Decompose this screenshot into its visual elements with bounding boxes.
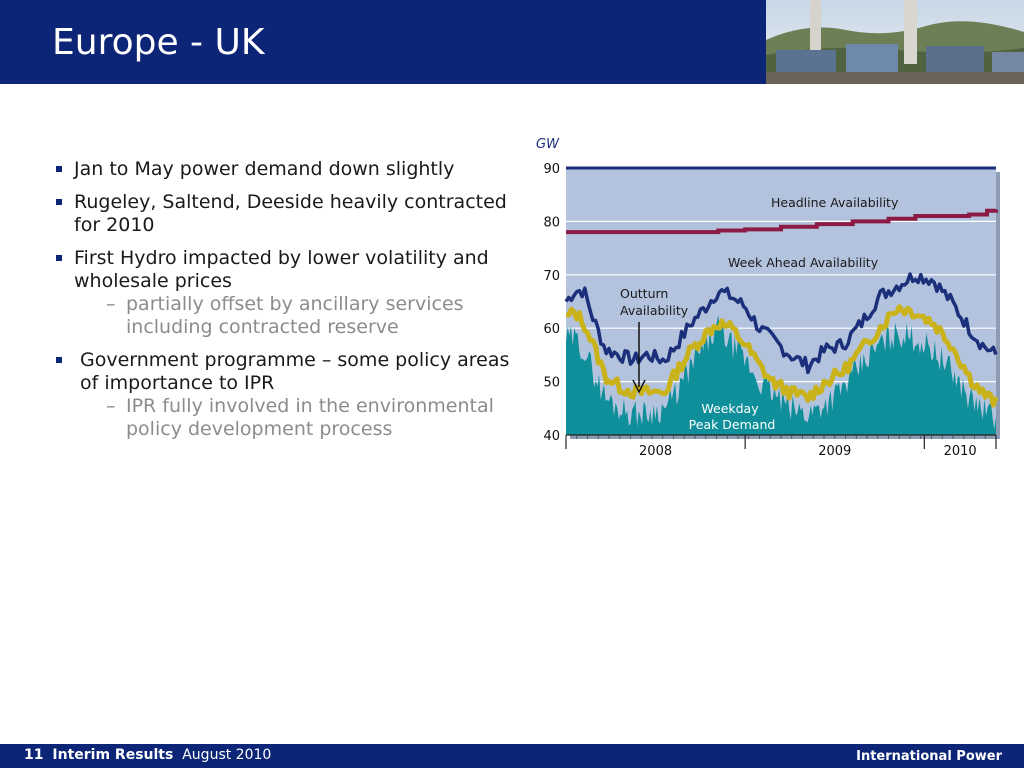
x-tick-label: 2008 xyxy=(639,444,673,459)
headline-availability-label: Headline Availability xyxy=(771,195,899,210)
title-bar xyxy=(0,0,1024,84)
x-axis xyxy=(566,435,996,459)
document-date: August 2010 xyxy=(182,747,272,763)
y-tick-label: 90 xyxy=(543,162,560,177)
y-axis xyxy=(543,162,560,444)
sub-bullet-text: IPR fully involved in the environmental policy development process xyxy=(126,395,494,440)
y-tick-label: 70 xyxy=(543,268,560,284)
weekday-peak-demand-label xyxy=(689,401,776,432)
company-name: International Power xyxy=(856,749,1002,764)
footer-left xyxy=(24,747,271,763)
sub-bullet-item: – partially offset by ancillary services including contracted reserve xyxy=(106,293,464,338)
y-tick-label: 80 xyxy=(543,215,560,231)
sub-bullet-item: – IPR fully involved in the environmental policy development process xyxy=(106,395,494,440)
y-tick-label: 40 xyxy=(543,429,560,444)
page-number: 11 xyxy=(24,747,44,763)
bullet-item xyxy=(52,191,522,237)
outturn-label-line-2: Availability xyxy=(620,303,689,318)
y-tick-label: 60 xyxy=(543,322,560,338)
outturn-label-line-1: Outturn xyxy=(620,286,669,301)
y-tick-label: 50 xyxy=(543,375,560,391)
power-station-photo xyxy=(766,0,1024,84)
bullet-item xyxy=(52,158,522,181)
bullet-item xyxy=(52,349,522,395)
bullet-text: Rugeley, Saltend, Deeside heavily contracted for 2010 xyxy=(74,191,507,236)
gw-availability-chart xyxy=(526,132,1006,472)
x-tick-label: 2010 xyxy=(943,444,977,459)
x-tick-label: 2009 xyxy=(818,444,852,459)
bullet-item xyxy=(52,247,522,293)
bullet-text: Jan to May power demand down slightly xyxy=(74,158,455,180)
footer-bar xyxy=(0,744,1024,768)
document-title: Interim Results xyxy=(52,747,174,763)
week-ahead-availability-label: Week Ahead Availability xyxy=(728,255,879,270)
y-axis-unit: GW xyxy=(536,137,559,152)
bullet-text: Government programme – some policy areas of importance to IPR xyxy=(80,349,510,394)
bullet-text: First Hydro impacted by lower volatility and wholesale prices xyxy=(74,247,489,292)
bullet-list xyxy=(52,158,522,441)
demand-label-line-2: Peak Demand xyxy=(688,417,776,432)
sub-bullet-text: partially offset by ancillary services including contracted reserve xyxy=(126,293,464,338)
demand-label-line-1: Weekday xyxy=(701,401,759,416)
page-title: Europe - UK xyxy=(52,22,265,63)
chart-svg xyxy=(526,132,1006,472)
